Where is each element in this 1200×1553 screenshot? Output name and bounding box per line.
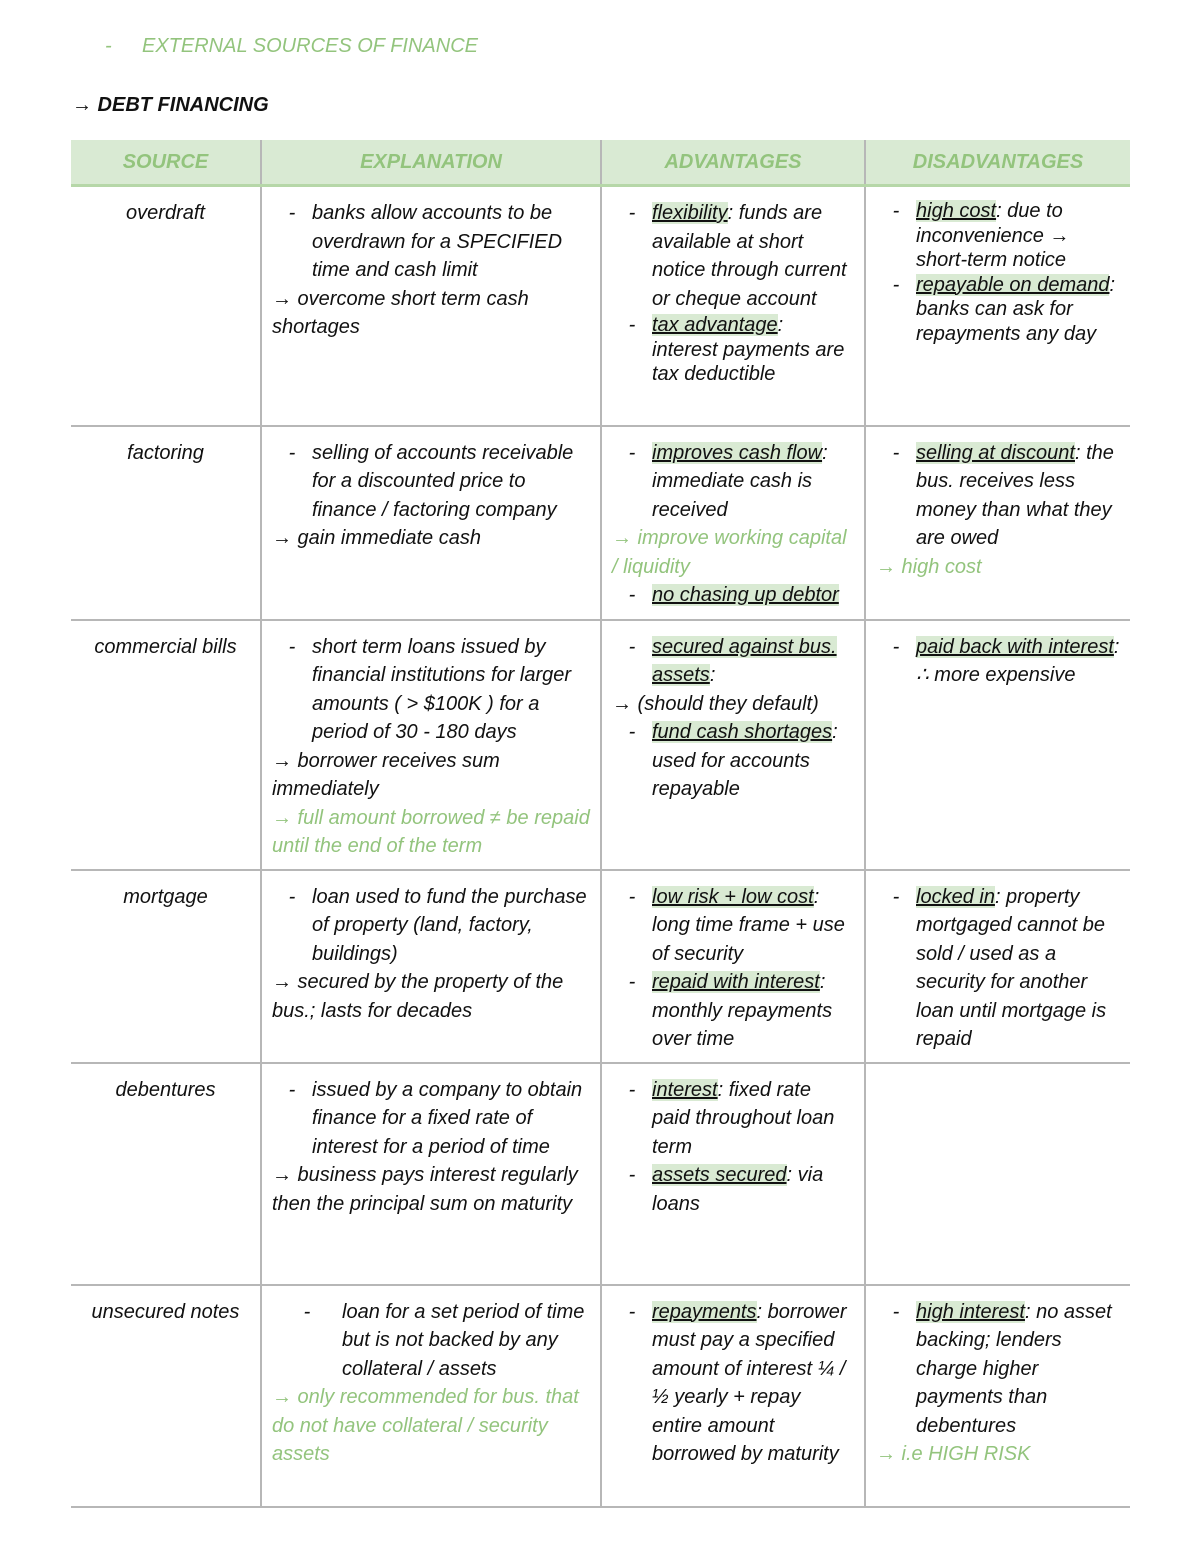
list-item: - selling at discount: the bus. receives less money than what they are owed (892, 441, 1114, 549)
disadvantages-cell (865, 1063, 1130, 1285)
highlighted-term: repaid with interest (652, 971, 820, 993)
source-cell: debentures (71, 1063, 261, 1285)
source-cell: factoring (71, 426, 261, 620)
list-item: - repayments: borrower must pay a specified amount of interest ¼ / ½ yearly + repay entire amount borrowed by maturity (628, 1300, 847, 1465)
table-row (71, 1063, 1130, 1285)
highlighted-term: assets secured (652, 1164, 787, 1186)
disadvantages-cell (865, 186, 1130, 426)
list-item: - loan used to fund the purchase of property (land, factory, buildings) (288, 885, 587, 965)
debt-financing-table (71, 140, 1130, 1508)
explanation-note: → business pays interest regularly then the principal sum on maturity (272, 1164, 578, 1215)
highlighted-term: repayable on demand (916, 273, 1110, 296)
list-item: - secured against bus. assets: (628, 635, 837, 686)
subheading: → DEBT FINANCING (72, 94, 269, 116)
highlighted-term: fund cash shortages (652, 721, 833, 743)
explanation-note-green: → full amount borrowed ≠ be repaid until the end of the term (272, 806, 590, 857)
list-item: - low risk + low cost: long time frame + use of security (628, 885, 845, 965)
advantages-note: → (should they default) (612, 692, 819, 715)
heading-dash: - (105, 35, 112, 57)
highlighted-term: high interest (916, 1300, 1025, 1323)
advantages-note: → improve working capital / liquidity (612, 527, 847, 578)
explanation-note-green: → only recommended for bus. that do not have collateral / security assets (272, 1386, 579, 1465)
explanation-cell (261, 1285, 601, 1507)
list-item: - tax advantage: interest payments are tax deductible (628, 314, 845, 385)
list-item: - no chasing up debtor (628, 584, 839, 606)
list-item: - selling of accounts receivable for a discounted price to finance / factoring company (288, 441, 574, 521)
explanation-note: → borrower receives sum immediately (272, 749, 500, 800)
advantages-cell (601, 1063, 865, 1285)
source-cell: overdraft (71, 186, 261, 426)
explanation-note: → secured by the property of the bus.; lasts for decades (272, 971, 564, 1022)
disadvantages-cell (865, 870, 1130, 1063)
explanation-cell (261, 1063, 601, 1285)
list-item: - short term loans issued by financial institutions for larger amounts ( > $100K ) for a period of 30 - 180 days (288, 635, 572, 743)
explanation-cell (261, 870, 601, 1063)
explanation-cell (261, 620, 601, 870)
table-row (71, 426, 1130, 620)
advantages-cell (601, 426, 865, 620)
highlighted-term: paid back with interest (916, 635, 1114, 658)
highlighted-term: tax advantage (652, 314, 778, 336)
advantages-cell (601, 186, 865, 426)
highlighted-term: no chasing up debtor (652, 584, 839, 606)
list-item: - banks allow accounts to be overdrawn for a SPECIFIED time and cash limit (288, 202, 563, 281)
list-item: - repaid with interest: monthly repayments over time (628, 971, 833, 1050)
list-item: - fund cash shortages: used for accounts repayable (628, 721, 838, 800)
disadvantages-cell (865, 1285, 1130, 1507)
list-item: - high interest: no asset backing; lenders charge higher payments than debentures (892, 1300, 1112, 1437)
table-row (71, 870, 1130, 1063)
disadvantages-cell (865, 620, 1130, 870)
table-header-row (71, 140, 1130, 186)
explanation-note: → overcome short term cash shortages (272, 287, 529, 338)
list-item: - repayable on demand: banks can ask for repayments any day (892, 273, 1116, 345)
list-item: - paid back with interest: ∴ more expensive (892, 635, 1120, 686)
highlighted-term: interest (652, 1078, 718, 1101)
list-item: - assets secured: via loans (628, 1164, 824, 1215)
header-source: SOURCE (71, 140, 261, 186)
heading-title: EXTERNAL SOURCES OF FINANCE (142, 35, 478, 57)
highlighted-term: locked in (916, 885, 995, 908)
list-item: - high cost: due to inconvenience → short-term notice (892, 200, 1070, 271)
source-cell: commercial bills (71, 620, 261, 870)
header-explanation: EXPLANATION (261, 140, 601, 186)
table-row (71, 1285, 1130, 1507)
list-item: - locked in: property mortgaged cannot be sold / used as a security for another loan until mortgage is repaid (892, 885, 1107, 1050)
highlighted-term: secured against bus. assets (652, 635, 837, 686)
explanation-cell (261, 426, 601, 620)
disadvantages-cell (865, 426, 1130, 620)
advantages-cell (601, 870, 865, 1063)
list-item: - improves cash flow: immediate cash is received (628, 441, 828, 521)
source-cell: unsecured notes (71, 1285, 261, 1507)
list-item: - loan for a set period of time but is not backed by any collateral / assets (303, 1300, 585, 1380)
table-row (71, 620, 1130, 870)
header-disadvantages: DISADVANTAGES (865, 140, 1130, 186)
table-row (71, 186, 1130, 426)
explanation-note: → gain immediate cash (272, 527, 481, 549)
list-item: - issued by a company to obtain finance for a fixed rate of interest for a period of time (288, 1078, 583, 1158)
highlighted-term: flexibility (652, 202, 728, 224)
highlighted-term: low risk + low cost (652, 885, 814, 908)
list-item: - interest: fixed rate paid throughout loan term (628, 1078, 835, 1158)
advantages-cell (601, 1285, 865, 1507)
highlighted-term: high cost (916, 200, 997, 222)
header-advantages: ADVANTAGES (601, 140, 865, 186)
disadvantages-note: → i.e HIGH RISK (876, 1443, 1031, 1465)
highlighted-term: repayments (652, 1300, 757, 1323)
section-heading (105, 35, 478, 58)
disadvantages-note: → high cost (876, 555, 982, 578)
advantages-cell (601, 620, 865, 870)
explanation-cell (261, 186, 601, 426)
highlighted-term: improves cash flow (652, 441, 823, 464)
source-cell: mortgage (71, 870, 261, 1063)
list-item: - flexibility: funds are available at short notice through current or cheque account (628, 202, 847, 310)
highlighted-term: selling at discount (916, 441, 1075, 464)
